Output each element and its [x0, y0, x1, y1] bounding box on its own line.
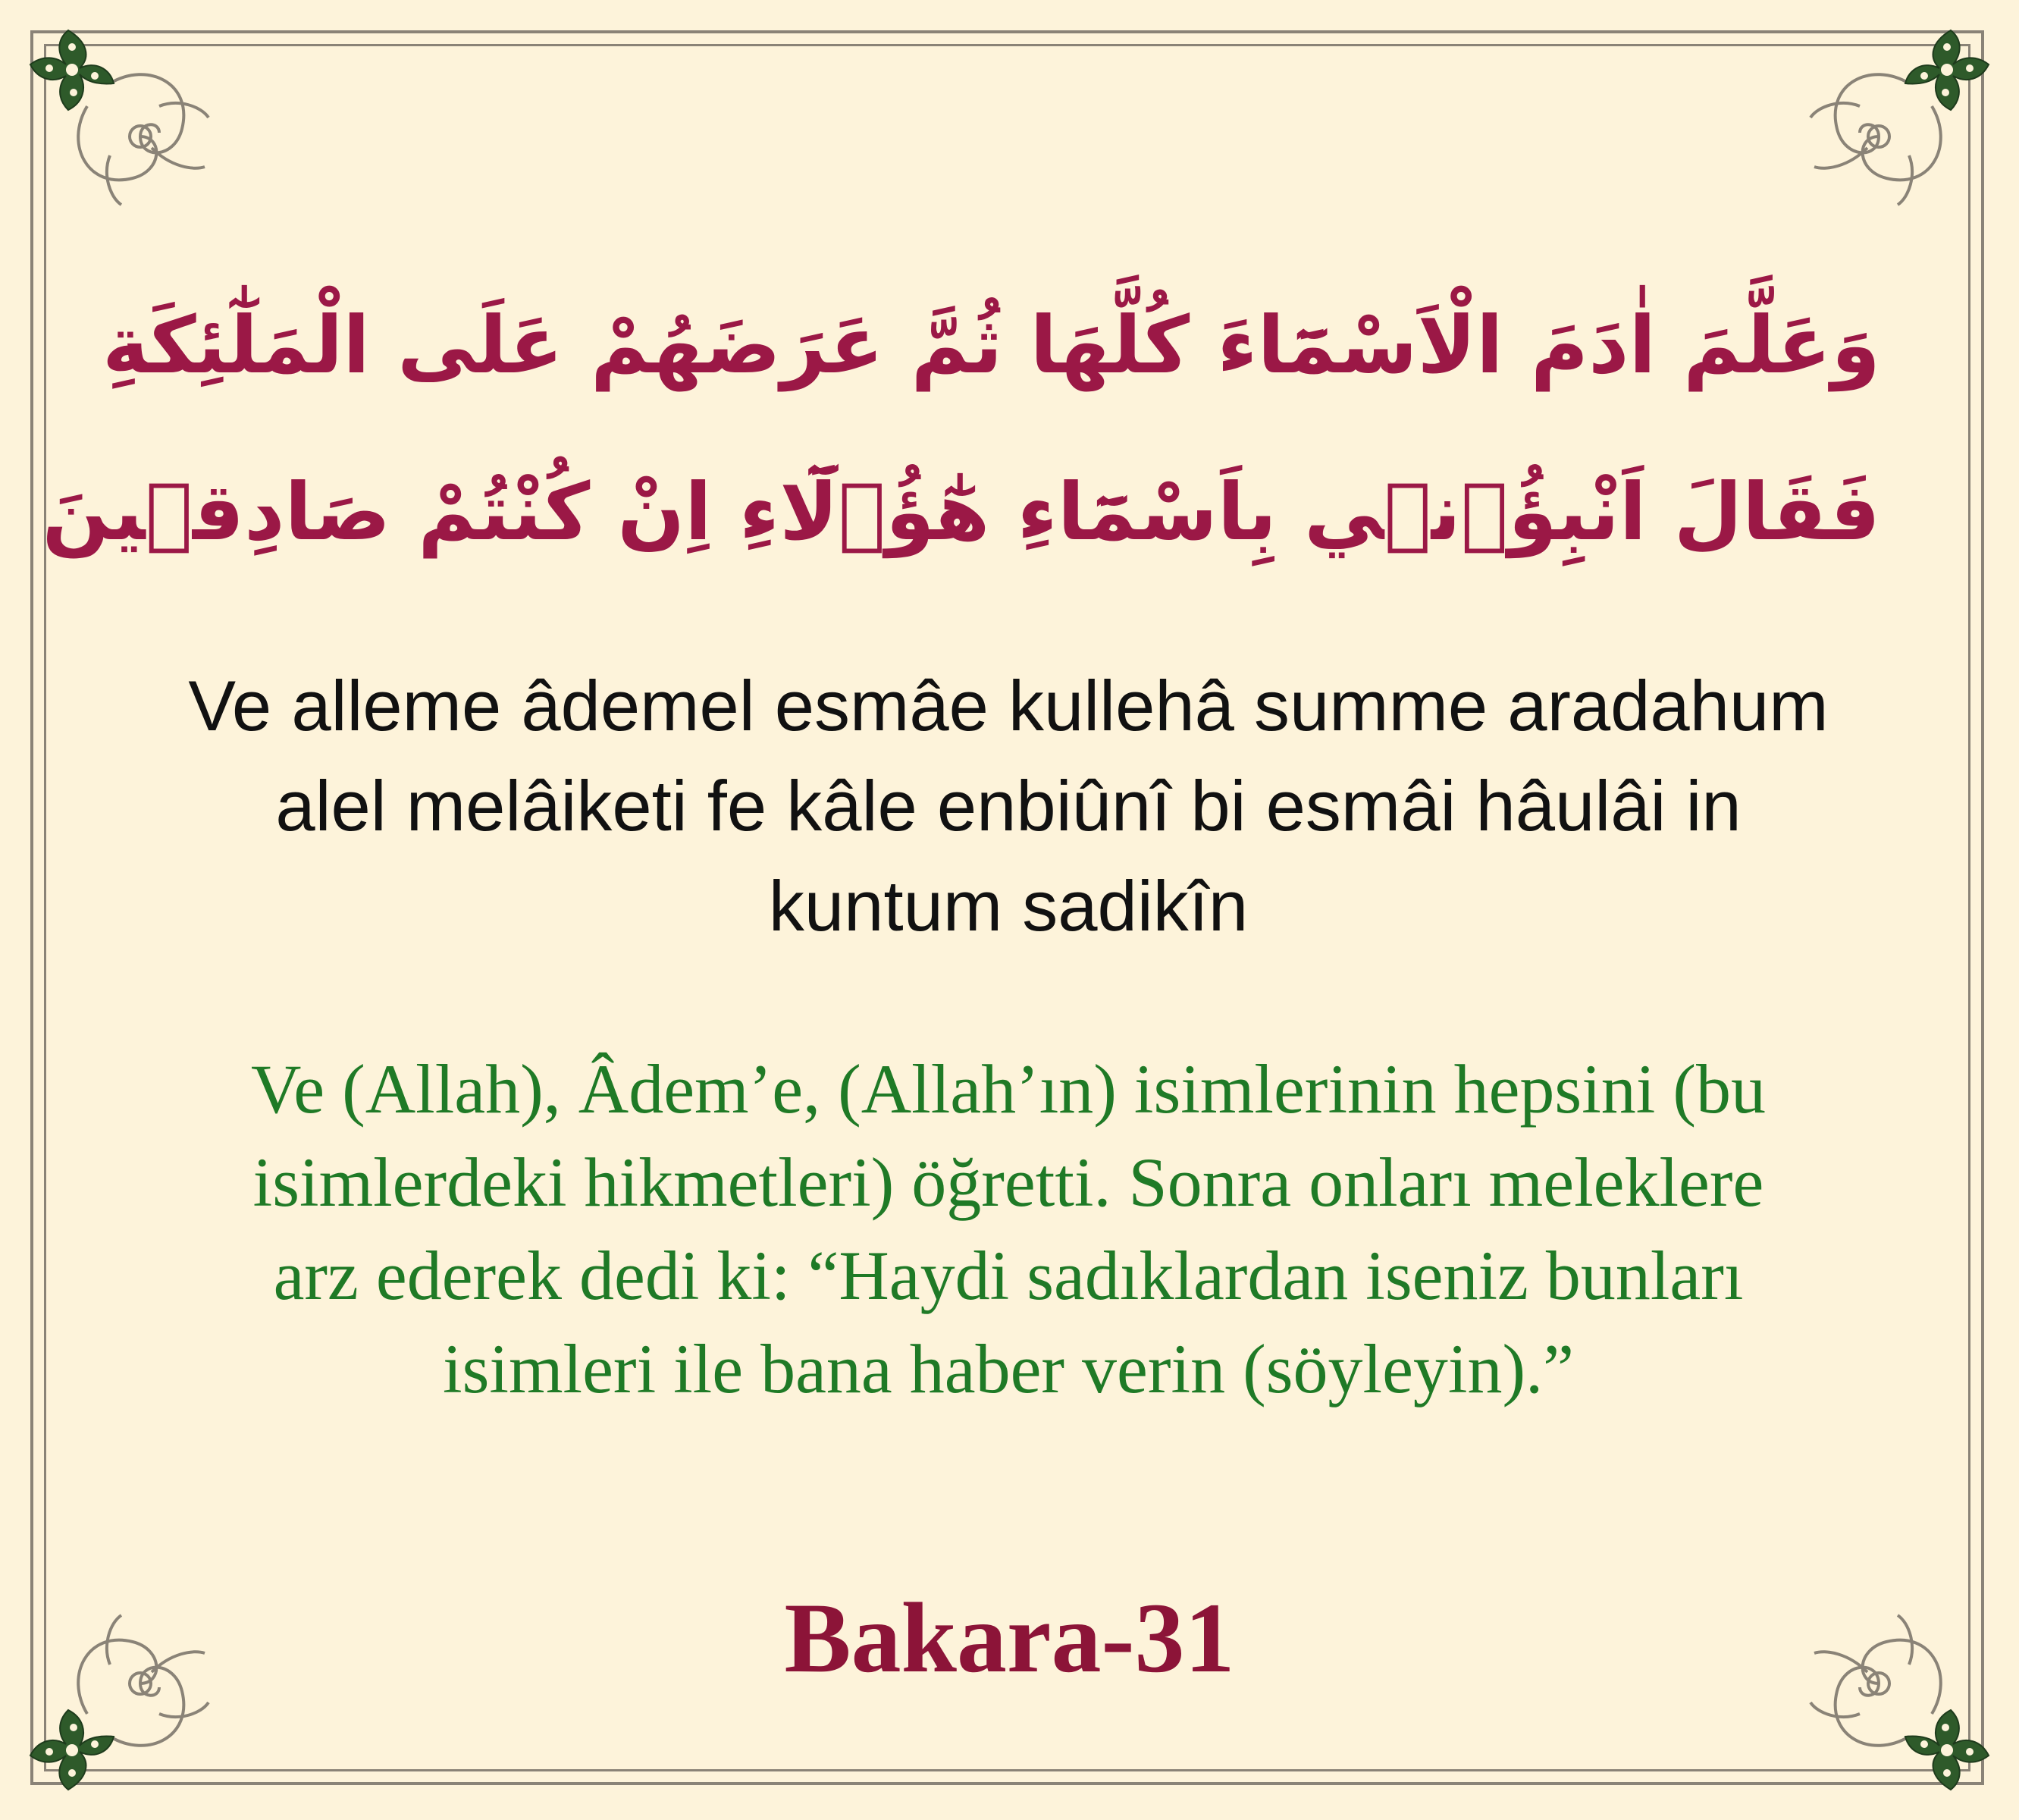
arabic-verse-line: وَعَلَّمَ اٰدَمَ الْاَسْمَٓاءَ كُلَّهَا ثُمَّ عَرَضَهُمْ عَلَى الْمَلٰٓئِكَةِ — [102, 299, 1880, 391]
translation-text — [91, 1043, 1926, 1416]
arabic-verse — [42, 262, 1880, 595]
translation-line: isimleri ile bana haber verin (söyleyin).” — [443, 1330, 1574, 1407]
floral-corner-ornament-icon — [19, 15, 216, 212]
floral-corner-ornament-icon — [1803, 15, 2000, 212]
transliteration-line: Ve alleme âdemel esmâe kullehâ summe aradahum — [188, 666, 1829, 745]
verse-reference: Bakara-31 — [784, 1582, 1235, 1693]
transliteration-text — [91, 656, 1926, 956]
transliteration-line: alel melâiketi fe kâle enbiûnî bi esmâi hâulâi in — [275, 766, 1742, 846]
translation-line: isimlerdeki hikmetleri) öğretti. Sonra onları meleklere — [252, 1144, 1764, 1221]
arabic-verse-line: فَقَالَ اَنْبِؤُ۫ن۪ي بِاَسْمَٓاءِ هٰٓؤُ۬لَٓاءِ اِنْ كُنْتُمْ صَادِق۪ينَ — [42, 466, 1880, 558]
translation-line: Ve (Allah), Âdem’e, (Allah’ın) isimlerinin hepsini (bu — [251, 1050, 1766, 1128]
transliteration-line: kuntum sadikîn — [768, 866, 1249, 946]
translation-line: arz ederek dedi ki: “Haydi sadıklardan iseniz bunları — [273, 1237, 1744, 1314]
